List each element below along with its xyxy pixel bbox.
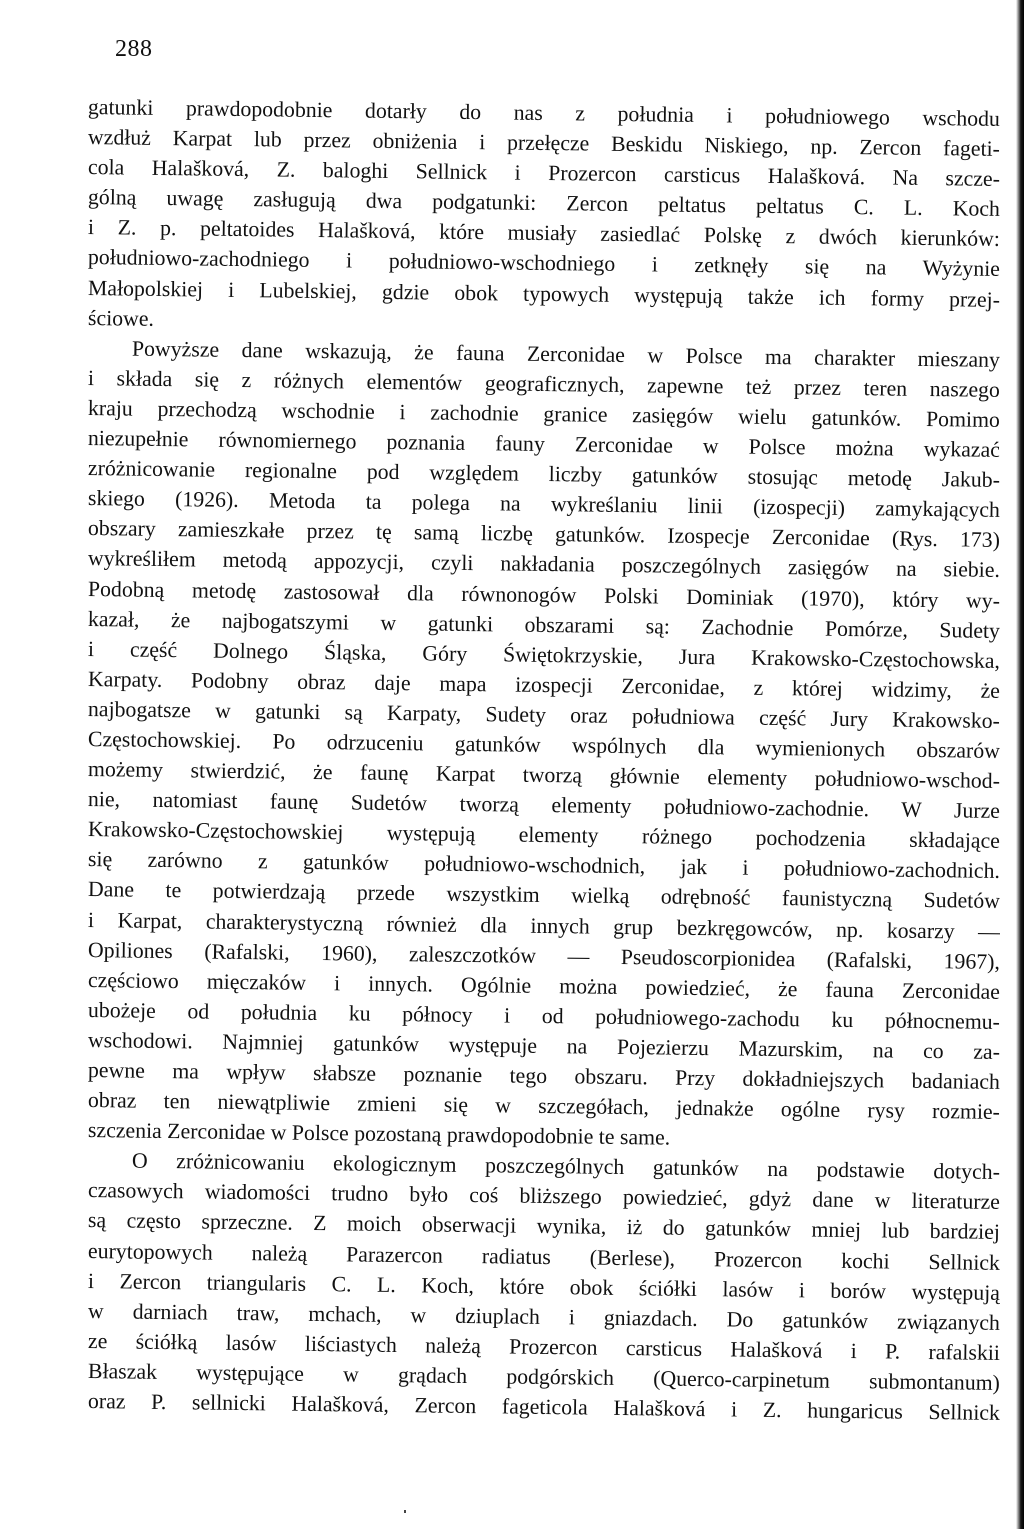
text-line: Opiliones (Rafalski, 1960), zaleszczotków — Pseudoscorpionidea (Rafalski, 1967), <box>87 937 1001 974</box>
text-line: obszary zamieszkałe przez tę samą liczbę gatunków. Izospecje Zerconidae (Rys. 173) <box>87 516 1001 553</box>
text-line: Błaszak występujące w grądach podgórskich (Querco-carpinetum submontanum) <box>87 1358 1001 1395</box>
text-line: najbogatsze w gatunki są Karpaty, Sudety oraz południowa część Jury Krakowsko- <box>87 696 1001 733</box>
text-line: wschodowi. Najmniej gatunków występuje na Pojezierzu Mazurskim, na co za- <box>87 1027 1001 1064</box>
text-line: kazał, że najbogatszymi w gatunki obszarami są: Zachodnie Pomórze, Sudety <box>87 606 1001 643</box>
text-line: gatunki prawdopodobnie dotarły do nas z południa i południowego wschodu <box>87 95 1001 131</box>
body-text <box>87 92 1001 1425</box>
text-line: Częstochowskiej. Po odrzuceniu gatunków wspólnych dla wymienionych obszarów <box>87 726 1001 763</box>
text-line: niezupełnie równomiernego poznania fauny Zerconidae w Polsce można wykazać <box>87 426 1001 462</box>
text-line: eurytopowych należą Parazercon radiatus (Berlese), Prozercon kochi Sellnick <box>87 1238 1001 1275</box>
book-spine-edge <box>1016 0 1024 1529</box>
text-line: kraju przechodzą wschodnie i zachodnie granice zasięgów wielu gatunków. Pomimo <box>87 395 1001 432</box>
text-line: Powyższe dane wskazują, że fauna Zerconidae w Polsce ma charakter mieszany <box>131 336 1001 372</box>
text-line: wykreśliłem metodą appozycji, czyli nakładania poszczególnych zasięgów na siebie. <box>87 546 1001 583</box>
text-line: gólną uwagę zasługują dwa podgatunki: Zercon peltatus peltatus C. L. Koch <box>87 185 1001 222</box>
text-line: Podobną metodę zastosował dla równonogów Polski Dominiak (1970), który wy- <box>87 576 1001 613</box>
text-line: cola Halašková, Z. baloghi Sellnick i Prozercon carsticus Halašková. Na szcze- <box>87 155 1001 192</box>
text-line: ubożeje od południa ku północy i od południowego-zachodu ku północnemu- <box>87 997 1001 1034</box>
text-line: możemy stwierdzić, że faunę Karpat tworzą głównie elementy południowo-wschod- <box>87 757 1001 793</box>
text-line: się zarówno z gatunków południowo-wschodnich, jak i południowo-zachodnich. <box>87 847 1001 884</box>
text-line: obraz ten niewątpliwie zmieni się w szczegółach, jednakże ogólne rysy rozmie- <box>87 1088 1001 1125</box>
text-line: Krakowsko-Częstochowskiej występują elementy różnego pochodzenia składające <box>87 817 1001 854</box>
text-line: południowo-zachodniego i południowo-wschodniego i zetknęły się na Wyżynie <box>87 245 1001 282</box>
text-line: nie, natomiast faunę Sudetów tworzą elementy południowo-zachodnie. W Jurze <box>87 787 1001 824</box>
page-number: 288 <box>115 36 153 62</box>
text-line: ze ściółką lasów liściastych należą Prozercon carsticus Halašková i P. rafalskii <box>87 1328 1001 1365</box>
text-line: pewne ma wpływ słabsze poznanie tego obszaru. Przy dokładniejszych badaniach <box>87 1058 1001 1094</box>
text-line: częściowo mięczaków i innych. Ogólnie można powiedzieć, że fauna Zerconidae <box>87 967 1001 1004</box>
text-line: i Z. p. peltatoides Halašková, które musiały zasiedlać Polskę z dwóch kierunków: <box>87 215 1001 252</box>
text-line: i składa się z różnych elementów geograficznych, zapewne też przez teren naszego <box>87 365 1001 402</box>
text-line: są często sprzeczne. Z moich obserwacji wynika, iż do gatunków mniej lub bardziej <box>87 1208 1001 1245</box>
text-line: czasowych wiadomości trudno było coś bliższego powiedzieć, gdyż dane w literaturze <box>87 1178 1001 1215</box>
text-line: wzdłuż Karpat lub przez obniżenia i przełęcze Beskidu Niskiego, np. Zercon fageti- <box>87 125 1001 162</box>
text-line: skiego (1926). Metoda ta polega na wykreślaniu linii (izospecji) zamykających <box>87 486 1001 523</box>
text-line: Małopolskiej i Lubelskiej, gdzie obok typowych występują także ich formy przej- <box>87 275 1001 312</box>
text-line: szczenia Zerconidae w Polsce pozostaną prawdopodobnie te same. <box>87 1118 671 1150</box>
scan-speck <box>404 1510 406 1513</box>
text-line: oraz P. sellnicki Halašková, Zercon fageticola Halašková i Z. hungaricus Sellnick <box>87 1389 1001 1425</box>
text-line: Karpaty. Podobny obraz daje mapa izospecji Zerconidae, z której widzimy, że <box>87 666 1001 703</box>
text-line: i Karpat, charakterystyczną również dla innych grup bezkręgowców, np. kosarzy — <box>87 907 1001 944</box>
text-line: i Zercon triangularis C. L. Koch, które obok ściółki lasów i borów występują <box>87 1268 1001 1305</box>
text-line: ściowe. <box>87 305 155 331</box>
text-line: O zróżnicowaniu ekologicznym poszczególnych gatunków na podstawie dotych- <box>131 1148 1001 1185</box>
text-line: i część Dolnego Śląska, Góry Świętokrzyskie, Jura Krakowsko-Częstochowska, <box>87 636 1001 673</box>
text-line: Dane te potwierdzają przede wszystkim wielką odrębność faunistyczną Sudetów <box>87 877 1001 914</box>
text-line: w darniach traw, mchach, w dziuplach i gniazdach. Do gatunków związanych <box>87 1298 1001 1335</box>
text-line: zróżnicowanie regionalne pod względem liczby gatunków stosując metodę Jakub- <box>87 456 1001 493</box>
